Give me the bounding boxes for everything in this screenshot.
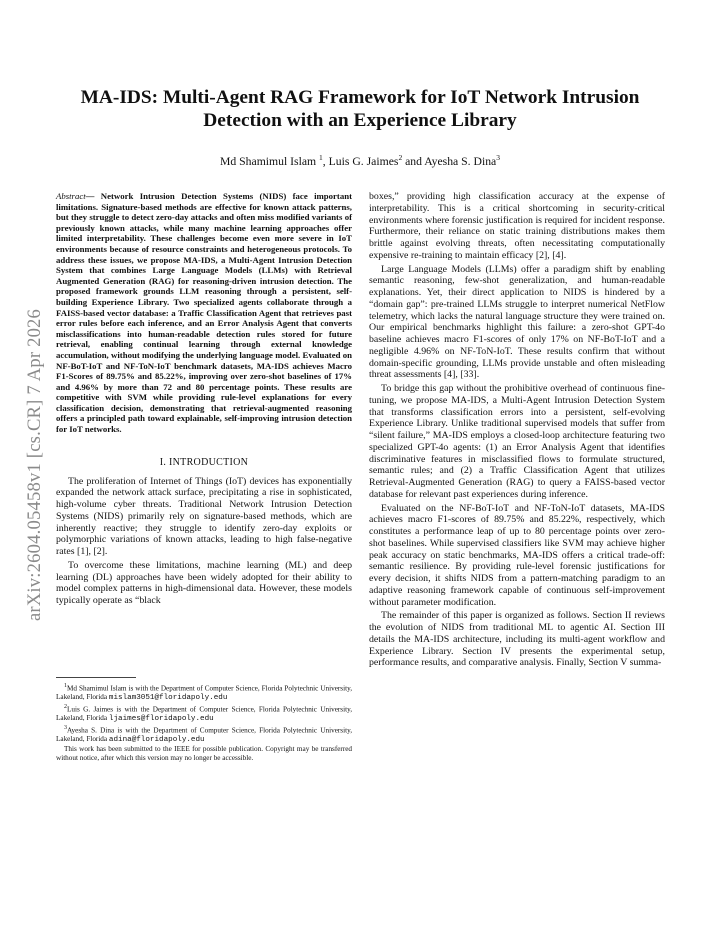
- footnote-rule: [56, 677, 136, 678]
- author-email: mislam3051@floridapoly.edu: [108, 694, 228, 703]
- body-text-left: [56, 476, 352, 607]
- paragraph: The proliferation of Internet of Things (IoT) devices has exponentially expanded the network attack surface, precipitating a rise in sophisticated, high-volume cyber threats. Traditional Network Intrusion Detection Systems (NIDS) primarily rely on signature-based methods, which are inherently reactive; they struggle to identify zero-day exploits or polymorphic variations of known attacks, leading to high false-negative rates [1], [2].: [56, 475, 352, 558]
- paragraph: To bridge this gap without the prohibitive overhead of continuous fine-tuning, we propose MA-IDS, a Multi-Agent Intrusion Detection System that transforms classification errors into a persistent, self-evolving Experience Library. Unlike traditional supervised models that suffer from “silent failure,” MA-IDS employs a closed-loop architecture featuring two specialized GPT-4o agents: (1) an Error Analysis Agent that identifies discriminative features in misclassified flows to formulate structured, semantic rules; and (2) a Traffic Classification Agent that utilizes Retrieval-Augmented Generation (RAG) to query a FAISS-based vector database for relevant past experiences during inference.: [369, 383, 665, 500]
- affiliation-mark: 2: [398, 153, 403, 162]
- author-list: Md Shamimul Islam $^1$, Luis G. Jaimes$^2$ and Ayesha S. Dina$^3$: [220, 153, 500, 168]
- affiliation-mark: 1: [319, 153, 323, 162]
- right-column: [369, 191, 665, 671]
- paragraph: Large Language Models (LLMs) offer a paradigm shift by enabling semantic reasoning, few-shot generalization, and human-readable explanations. Yet, their direct application to NIDS is hindered by a “domain gap”: pre-trained LLMs struggle to interpret numerical NetFlow telemetry, which lacks the natural language structure they were trained on. Our empirical benchmarks highlight this failure: a zero-shot GPT-4o baseline achieves macro F1-scores of only 17% on NF-BoT-IoT and a negligible 4.96% on NF-ToN-IoT. These results confirm that without domain-specific grounding, LLMs provide unstable and often misleading threat assessments [4], [33].: [369, 263, 665, 381]
- footnote: $^1$Md Shamimul Islam is with the Department of Computer Science, Florida Polytechnic University, Lakeland, Florida mislam3051@floridapoly.edu: [56, 683, 352, 703]
- author-email: adina@floridapoly.edu: [108, 736, 205, 745]
- footnotes: [56, 677, 352, 763]
- copyright-notice: This work has been submitted to the IEEE for possible publication. Copyright may be transferred without notice, after which this version may no longer be accessible.: [56, 744, 352, 762]
- footnote: $^3$Ayesha S. Dina is with the Department of Computer Science, Florida Polytechnic University, Lakeland, Florida adina@floridapoly.edu: [56, 724, 352, 745]
- paragraph: The remainder of this paper is organized as follows. Section II reviews the evolution of NIDS from traditional ML to agentic AI. Section III details the MA-IDS architecture, including its multi-agent workflow and Experience Library. Section IV presents the experimental setup, performance results, and comparative analysis. Finally, Section V summa-: [369, 610, 665, 669]
- abstract-label: Abstract: [56, 191, 86, 201]
- arxiv-watermark: [20, 265, 50, 665]
- author-email: ljaimes@floridapoly.edu: [108, 715, 214, 724]
- body-text-right: [369, 191, 665, 669]
- paragraph: To overcome these limitations, machine learning (ML) and deep learning (DL) approaches have been widely adopted for their ability to model complex patterns in high-dimensional data. However, these models typically operate as “black: [56, 559, 352, 607]
- left-column: [56, 191, 352, 609]
- footnote: $^2$Luis G. Jaimes is with the Department of Computer Science, Florida Polytechnic University, Lakeland, Florida ljaimes@floridapoly.edu: [56, 703, 352, 724]
- author-name: Ayesha S. Dina: [424, 154, 497, 168]
- author-name: Luis G. Jaimes: [328, 154, 399, 168]
- section-heading-introduction: I. INTRODUCTION: [159, 456, 249, 468]
- arxiv-identifier[interactable]: arXiv:2604.05458v1 [cs.CR] 7 Apr 2026: [24, 308, 45, 622]
- affiliation-mark: 3: [496, 153, 500, 162]
- abstract-text: — Network Intrusion Detection Systems (NIDS) face important limitations. Signature-based methods are effective for known attack patterns, but they struggle to detect zero-day attacks and often miss modified variants of previously known attacks, while many machine learning approaches offer limited interpretability. These challenges become even more severe in IoT environments because of resource constraints and heterogeneous protocols. To address these issues, we propose MA-IDS, a Multi-Agent Intrusion Detection System that combines Large Language Models (LLMs) with Retrieval Augmented Generation (RAG) for reasoning-driven intrusion detection. The proposed framework grounds LLM reasoning through a persistent, self-building Experience Library. Two specialized agents collaborate through a FAISS-based vector database: a Traffic Classification Agent that retrieves past error rules before each inference, and an Error Analysis Agent that converts misclassifications into human-readable detection rules stored for future retrieval, enabling continual learning through external knowledge accumulation, without modifying the underlying language model. Evaluated on NF-BoT-IoT and NF-ToN-IoT benchmark datasets, MA-IDS achieves Macro F1-Scores of 89.75% and 85.22%, improving over zero-shot baselines of 17% and 4.96% by more than 72 and 80 percentage points. These results are competitive with SVM while providing rule-level explanations for every classification decision, demonstrating that retrieval-augmented reasoning offers a principled path toward explainable, self-improving intrusion detection for IoT networks.: [56, 191, 352, 435]
- paragraph: Evaluated on the NF-BoT-IoT and NF-ToN-IoT datasets, MA-IDS achieves macro F1-scores of 89.75% and 85.22%, respectively, which constitutes a performance leap of up to 80 percentage points over zero-shot baselines. While supervised classifiers like SVM may achieve higher peak accuracy on static benchmarks, MA-IDS offers a critical trade-off: semantic resilience. By providing rule-level forensic justifications for every decision, it shifts NIDS from a pattern-matching paradigm to an adaptive reasoning framework capable of continuous self-improvement without parameter modification.: [369, 502, 665, 608]
- paragraph: boxes,” providing high classification accuracy at the expense of interpretability. This is a critical shortcoming in security-critical environments where forensic justification is required for incident response. Furthermore, their reliance on static training distributions makes them brittle against evolving threats, often necessitating computationally expensive re-training to maintain efficacy [2], [4].: [369, 191, 665, 261]
- paper-title: MA-IDS: Multi-Agent RAG Framework for IoT Network Intrusion Detection with an Experience Library: [80, 87, 640, 131]
- abstract: [56, 191, 352, 435]
- author-name: Md Shamimul Islam: [220, 154, 317, 168]
